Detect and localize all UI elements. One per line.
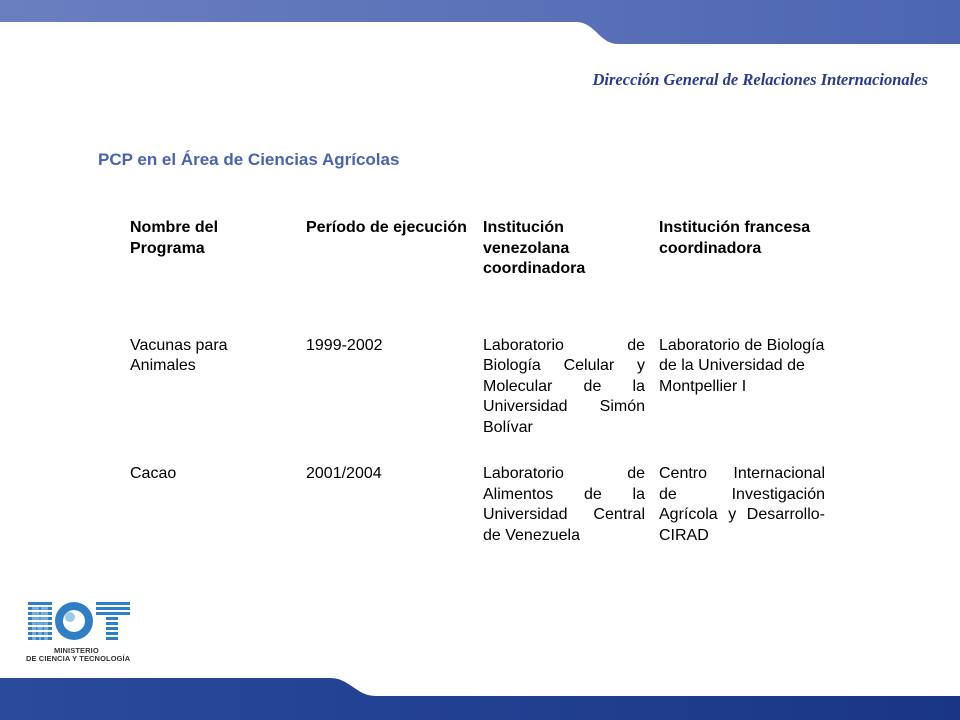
programs-table (124, 214, 833, 568)
ministry-logo (26, 598, 138, 664)
mct-logo-mark (26, 598, 132, 646)
column-header: Nombre del Programa (130, 219, 219, 257)
table-cell: Laboratorio de Biología Celular y Molecular de la Universidad Simón Bolívar (483, 336, 645, 436)
table-cell: 1999-2002 (306, 336, 383, 354)
table-cell: 2001/2004 (306, 465, 382, 482)
column-header: Institución francesa coordinadora (659, 219, 811, 257)
table-row (124, 332, 833, 461)
table-cell: Centro Internacional de Investigación Agrícola y Desarrollo-CIRAD (659, 465, 825, 544)
top-banner (0, 0, 960, 46)
table-cell: Cacao (130, 465, 177, 482)
logo-line-1: MINISTERIO (54, 646, 99, 655)
table-row (124, 460, 833, 568)
table-cell: Vacunas para Animales (130, 336, 228, 374)
column-header: Institución venezolana coordinadora (483, 219, 586, 277)
column-header: Período de ejecución (306, 219, 467, 236)
slide-title: PCP en el Área de Ciencias Agrícolas (98, 150, 400, 169)
bottom-banner (0, 674, 960, 720)
logo-line-2: DE CIENCIA Y TECNOLOGÍA (26, 654, 131, 663)
header-title: Dirección General de Relaciones Internacionales (592, 70, 928, 89)
table-cell: Laboratorio de Biología de la Universidad de Montpellier I (659, 336, 825, 395)
table-cell: Laboratorio de Alimentos de la Universidad Central de Venezuela (483, 465, 645, 544)
table-header-row (124, 214, 833, 332)
